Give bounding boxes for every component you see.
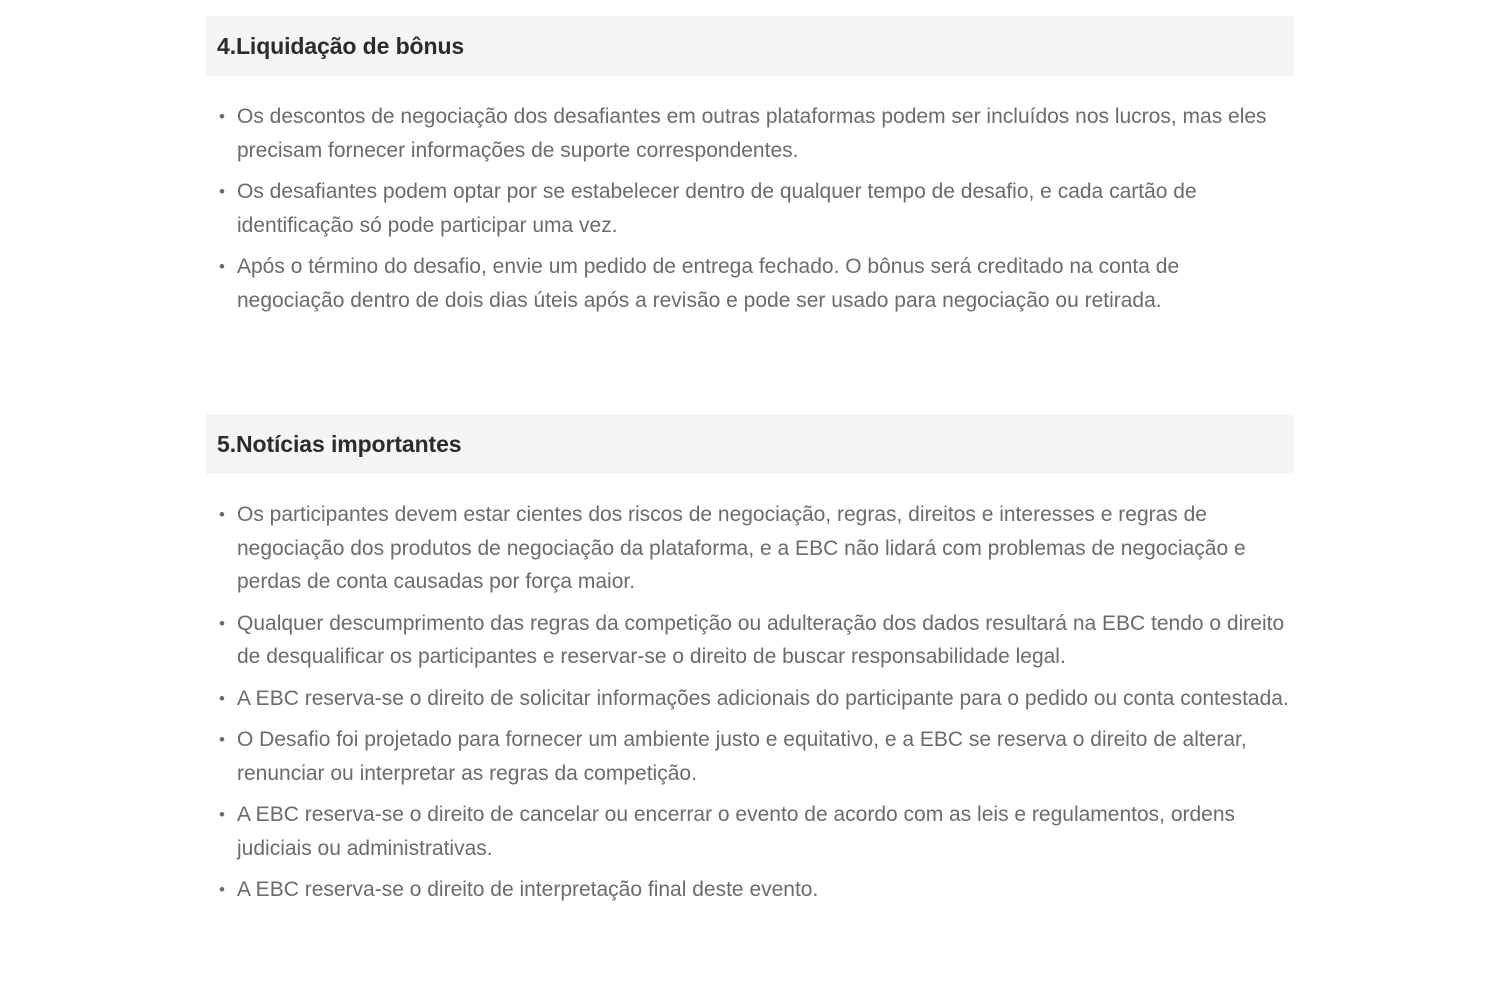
bullet-icon: • xyxy=(219,730,225,749)
list-item-text: Qualquer descumprimento das regras da competição ou adulteração dos dados resultará na EBC tendo o direito de desqualificar os participantes e reservar-se o direito de buscar responsabilidade legal. xyxy=(237,611,1285,668)
list-item-text: A EBC reserva-se o direito de solicitar informações adicionais do participante para o pedido ou conta contestada. xyxy=(237,686,1289,710)
list-item xyxy=(206,798,1294,865)
bullet-list xyxy=(206,100,1294,317)
bullet-icon: • xyxy=(219,688,225,708)
section-title: 5.Notícias importantes xyxy=(217,430,462,457)
section-important-notices xyxy=(206,414,1294,915)
list-item xyxy=(206,100,1294,167)
list-item-text: O Desafio foi projetado para fornecer um ambiente justo e equitativo, e a EBC se reserva o direito de alterar, renunciar ou interpretar as regras da competição. xyxy=(237,728,1247,785)
list-item xyxy=(206,250,1294,317)
list-item-text: Os desafiantes podem optar por se estabelecer dentro de qualquer tempo de desafio, e cada cartão de identificação só pode participar uma vez. xyxy=(237,180,1197,237)
list-item-text: Os participantes devem estar cientes dos riscos de negociação, regras, direitos e interesses e regras de negociação dos produtos de negociação da plataforma, e a EBC não lidará com problemas de negociação e perdas de conta causadas por força maior. xyxy=(237,503,1246,593)
bullet-icon: • xyxy=(219,613,225,633)
section-title: 4.Liquidação de bônus xyxy=(217,32,465,59)
list-item-text: A EBC reserva-se o direito de interpretação final deste evento. xyxy=(237,878,819,901)
bullet-icon: • xyxy=(219,505,225,524)
list-item xyxy=(206,873,1294,907)
bullet-icon: • xyxy=(219,880,225,899)
list-item xyxy=(206,682,1294,716)
section-bonus-settlement xyxy=(206,16,1294,325)
list-item xyxy=(206,723,1294,790)
bullet-list xyxy=(206,498,1294,907)
section-header xyxy=(206,414,1294,474)
bullet-icon: • xyxy=(219,182,225,201)
list-item xyxy=(206,175,1294,242)
list-item-text: Os descontos de negociação dos desafiantes em outras plataformas podem ser incluídos nos lucros, mas eles precisam fornecer informações de suporte correspondentes. xyxy=(237,105,1267,162)
list-item xyxy=(206,498,1294,599)
list-item xyxy=(206,607,1294,674)
section-header xyxy=(206,16,1294,76)
bullet-icon: • xyxy=(219,107,225,126)
list-item-text: Após o término do desafio, envie um pedido de entrega fechado. O bônus será creditado na conta de negociação dentro de dois dias úteis após a revisão e pode ser usado para negociação ou retirada. xyxy=(237,255,1180,312)
list-item-text: A EBC reserva-se o direito de cancelar ou encerrar o evento de acordo com as leis e regulamentos, ordens judiciais ou administrativas. xyxy=(237,803,1236,860)
bullet-icon: • xyxy=(219,805,225,824)
bullet-icon: • xyxy=(219,257,225,276)
